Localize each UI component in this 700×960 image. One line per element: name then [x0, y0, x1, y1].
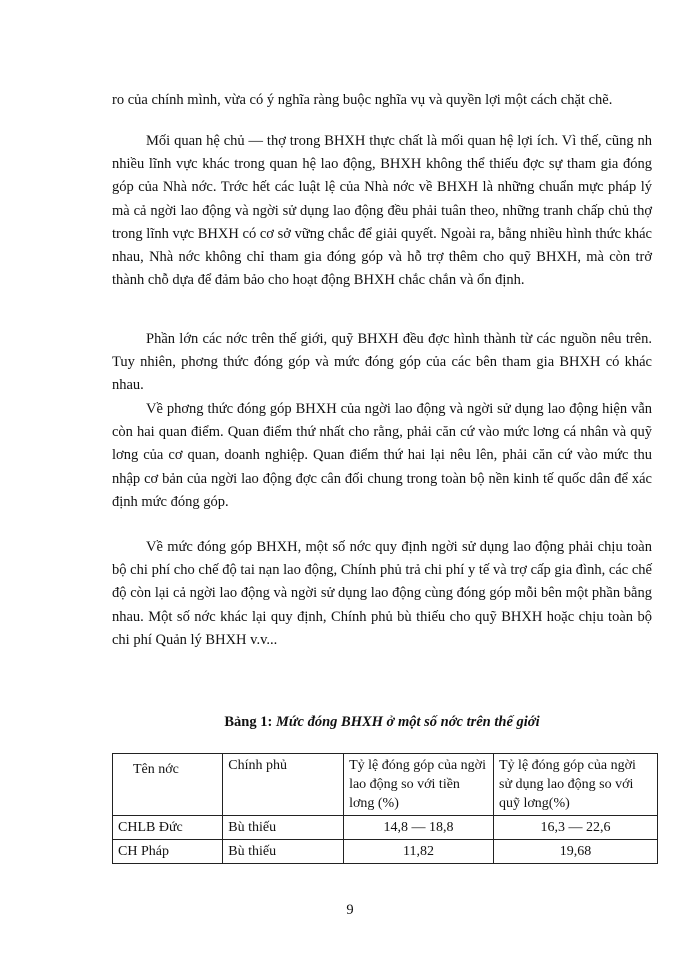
table-caption-title: Mức đóng BHXH ở một số nớc trên thế giới — [275, 714, 540, 730]
paragraph-fund-sources: Phần lớn các nớc trên thế giới, quỹ BHXH đều đợc hình thành từ các nguồn nêu trên. Tuy nhiên, phơng thức đóng góp và mức đóng góp của các bên tham gia BHXH có khác nhau. — [112, 331, 652, 394]
cell-employer-rate: 19,68 — [494, 840, 658, 864]
cell-worker-rate: 14,8 — 18,8 — [344, 816, 494, 840]
table-header-row — [113, 754, 658, 816]
paragraph-contribution-method: Về phơng thức đóng góp BHXH của ngời lao động và ngời sử dụng lao động hiện vẫn còn hai quan điểm. Quan điểm thứ nhất cho rằng, phải căn cứ vào mức lơng cá nhân và quỹ lơng của cơ quan, doanh nghiệp. Quan điểm thứ hai lại nêu lên, phải căn cứ vào mức thu nhập cơ bản của ngời lao động đợc cân đối chung trong toàn bộ nền kinh tế quốc dân để xác định mức đóng góp. — [112, 401, 652, 510]
cell-employer-rate: 16,3 — 22,6 — [494, 816, 658, 840]
header-government: Chính phủ — [223, 754, 344, 816]
table-row — [113, 840, 658, 864]
paragraph-contribution-level: Về mức đóng góp BHXH, một số nớc quy định ngời sử dụng lao động phải chịu toàn bộ chi phí cho chế độ tai nạn lao động, Chính phủ trả chi phí y tế và trợ cấp gia đình, các chế độ còn lại cả ngời lao động và ngời sử dụng lao động cùng đóng góp mỗi bên một phần bằng nhau. Một số nớc khác lại quy định, Chính phủ bù thiếu cho quỹ BHXH hoặc chịu toàn bộ chi phí Quản lý BHXH v.v... — [112, 539, 652, 648]
cell-country: CHLB Đức — [113, 816, 223, 840]
header-country: Tên nớc — [113, 754, 223, 816]
table-row — [113, 816, 658, 840]
cell-government: Bù thiếu — [223, 816, 344, 840]
table-caption — [112, 714, 652, 731]
table-caption-label: Bảng 1: — [224, 714, 273, 730]
paragraph-owner-worker-relation: Mối quan hệ chủ — thợ trong BHXH thực chất là mối quan hệ lợi ích. Vì thế, cũng nh nhiều lĩnh vực khác trong quan hệ lao động, BHXH không thể thiếu đợc sự tham gia đóng góp của Nhà nớc. Trớc hết các luật lệ của Nhà nớc về BHXH là những chuẩn mực pháp lý mà cả ngời lao động và ngời sử dụng lao động đều phải tuân theo, những tranh chấp chủ thợ trong lĩnh vực BHXH có cơ sở vững chắc để giải quyết. Ngoài ra, bằng nhiều hình thức khác nhau, Nhà nớc không chỉ tham gia đóng góp và hỗ trợ thêm cho quỹ BHXH, mà còn trở thành chỗ dựa để đảm bảo cho hoạt động BHXH chắc chắn và ổn định. — [112, 133, 652, 289]
cell-worker-rate: 11,82 — [344, 840, 494, 864]
cell-country: CH Pháp — [113, 840, 223, 864]
page-number: 9 — [346, 902, 354, 918]
contribution-table — [112, 753, 658, 864]
paragraph-continuation: ro của chính mình, vừa có ý nghĩa ràng buộc nghĩa vụ và quyền lợi một cách chặt chẽ. — [112, 92, 613, 108]
cell-government: Bù thiếu — [223, 840, 344, 864]
header-employer-rate: Tỷ lệ đóng góp của ngời sử dụng lao động so với quỹ lơng(%) — [494, 754, 658, 816]
header-worker-rate: Tỷ lệ đóng góp của ngời lao động so với tiền lơng (%) — [344, 754, 494, 816]
